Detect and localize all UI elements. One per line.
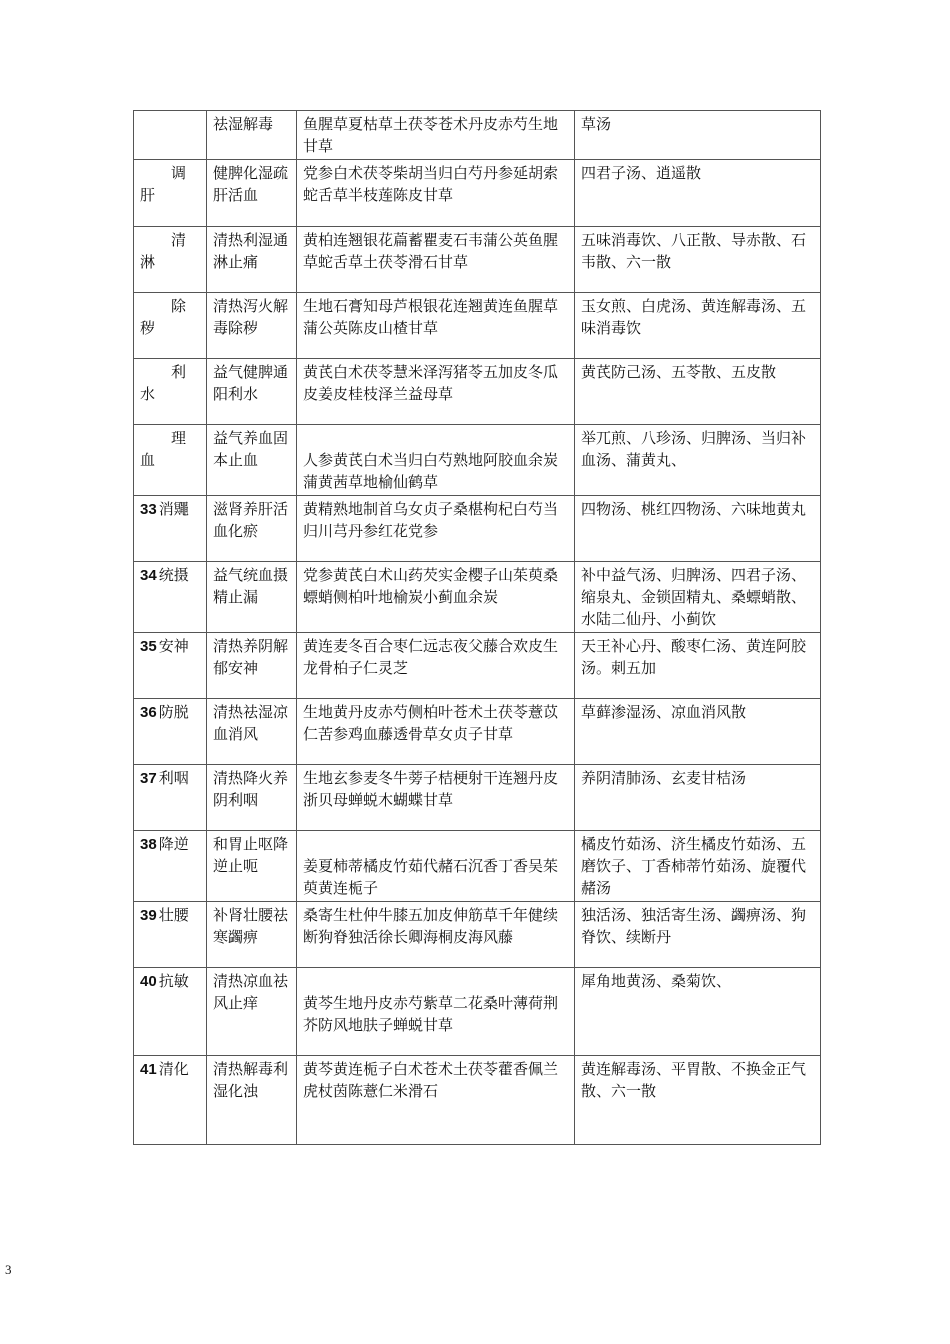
table-row	[134, 1056, 821, 1145]
table-row	[134, 633, 821, 699]
herbs-text: 生地玄参麦冬牛蒡子桔梗射干连翘丹皮浙贝母蝉蜕木蝴蝶甘草	[303, 769, 559, 809]
formulas-text: 黄连解毒汤、平胃散、不换金正气散、六一散	[581, 1060, 807, 1100]
method-text: 补肾壮腰祛寒蠲痹	[213, 906, 289, 946]
method-cell	[207, 496, 297, 562]
method-cell	[207, 160, 297, 227]
category-char-2: 肝	[140, 186, 156, 204]
method-cell	[207, 968, 297, 1056]
herbs-cell	[297, 765, 575, 831]
herbs-cell	[297, 902, 575, 968]
herbs-text: 黄柏连翘银花萹蓄瞿麦石韦蒲公英鱼腥草蛇舌草土茯苓滑石甘草	[303, 231, 559, 271]
method-text: 清热降火养阴利咽	[213, 769, 289, 809]
formulas-text: 草藓渗湿汤、凉血消风散	[581, 703, 747, 721]
method-cell	[207, 1056, 297, 1145]
category-char-2: 秽	[140, 319, 156, 337]
herbs-cell	[297, 968, 575, 1056]
formulas-text: 玉女煎、白虎汤、黄连解毒汤、五味消毒饮	[581, 297, 807, 337]
category-cell	[134, 902, 207, 968]
herbs-cell	[297, 227, 575, 293]
formulas-text: 养阴清肺汤、玄麦甘桔汤	[581, 769, 747, 787]
method-text: 和胃止呕降逆止呃	[213, 835, 289, 875]
formulas-cell	[575, 1056, 821, 1145]
category-text: 壮腰	[158, 906, 189, 924]
herbs-text: 党参白术茯苓柴胡当归白芍丹参延胡索蛇舌草半枝莲陈皮甘草	[303, 164, 559, 204]
category-cell	[134, 111, 207, 160]
formulas-text: 举兀煎、八珍汤、归脾汤、当归补血汤、蒲黄丸、	[581, 429, 807, 469]
category-char-1: 利	[170, 363, 186, 381]
formulas-cell	[575, 831, 821, 902]
method-text: 清热泻火解毒除秽	[213, 297, 289, 337]
method-text: 清热祛湿凉血消风	[213, 703, 289, 743]
herbs-cell	[297, 359, 575, 425]
formulas-cell	[575, 111, 821, 160]
method-text: 益气养血固本止血	[213, 429, 289, 469]
category-char-1: 除	[170, 297, 186, 315]
row-number: 35	[140, 638, 157, 655]
formulas-cell	[575, 562, 821, 633]
formulas-cell	[575, 293, 821, 359]
method-cell	[207, 359, 297, 425]
category-cell	[134, 633, 207, 699]
method-text: 清热解毒利湿化浊	[213, 1060, 289, 1100]
herbs-text: 黄芪白术茯苓慧米泽泻猪苓五加皮冬瓜皮姜皮桂枝泽兰益母草	[303, 363, 559, 403]
category-cell	[134, 1056, 207, 1145]
herbs-cell	[297, 699, 575, 765]
category-char-1: 调	[170, 164, 186, 182]
category-char-1: 理	[170, 429, 186, 447]
herbs-cell	[297, 293, 575, 359]
formulas-cell	[575, 968, 821, 1056]
category-cell	[134, 160, 207, 227]
category-text: 抗敏	[158, 972, 189, 990]
category-text: 清化	[158, 1060, 189, 1078]
method-text: 益气健脾通阳利水	[213, 363, 289, 403]
method-cell	[207, 111, 297, 160]
table-row	[134, 699, 821, 765]
formulas-text: 橘皮竹茹汤、济生橘皮竹茹汤、五磨饮子、丁香柿蒂竹茹汤、旋覆代赭汤	[581, 835, 807, 897]
table-row	[134, 160, 821, 227]
herbs-text: 生地黄丹皮赤芍侧柏叶苍术土茯苓薏苡仁苦参鸡血藤透骨草女贞子甘草	[303, 703, 559, 743]
row-number: 33	[140, 501, 157, 518]
row-number: 37	[140, 770, 157, 787]
herbs-text: 姜夏柿蒂橘皮竹茹代赭石沉香丁香吴茱萸黄连栀子	[303, 857, 559, 897]
category-cell	[134, 831, 207, 902]
method-text: 清热养阴解郁安神	[213, 637, 289, 677]
category-cell	[134, 293, 207, 359]
row-number: 38	[140, 836, 157, 853]
category-cell	[134, 227, 207, 293]
row-number: 41	[140, 1061, 157, 1078]
method-cell	[207, 699, 297, 765]
method-text: 清热利湿通淋止痛	[213, 231, 289, 271]
category-cell	[134, 968, 207, 1056]
formulas-cell	[575, 699, 821, 765]
method-text: 滋肾养肝活血化瘀	[213, 500, 289, 540]
category-cell	[134, 765, 207, 831]
herbs-cell	[297, 831, 575, 902]
herbs-text: 鱼腥草夏枯草土茯苓苍术丹皮赤芍生地甘草	[303, 115, 559, 155]
herbs-cell	[297, 1056, 575, 1145]
herbs-text: 桑寄生杜仲牛膝五加皮伸筋草千年健续断狗脊独活徐长卿海桐皮海风藤	[303, 906, 559, 946]
formulas-text: 四物汤、桃红四物汤、六味地黄丸	[581, 500, 807, 518]
herbal-formula-table	[133, 110, 821, 1145]
table-row	[134, 359, 821, 425]
method-cell	[207, 562, 297, 633]
formulas-cell	[575, 496, 821, 562]
row-number: 40	[140, 973, 157, 990]
category-cell	[134, 699, 207, 765]
herbs-cell	[297, 562, 575, 633]
herbs-cell	[297, 633, 575, 699]
page-number: 3	[5, 1262, 12, 1277]
table-row	[134, 831, 821, 902]
category-text: 消鼆	[158, 500, 189, 518]
formulas-text: 天王补心丹、酸枣仁汤、黄连阿胶汤。刺五加	[581, 637, 807, 677]
table-row	[134, 765, 821, 831]
category-cell	[134, 425, 207, 496]
category-cell	[134, 496, 207, 562]
table-row	[134, 496, 821, 562]
method-cell	[207, 293, 297, 359]
formulas-text: 独活汤、独活寄生汤、蠲痹汤、狗脊饮、续断丹	[581, 906, 807, 946]
table-row	[134, 968, 821, 1056]
method-text: 清热凉血祛风止痒	[213, 972, 289, 1012]
herbs-text: 黄精熟地制首乌女贞子桑椹枸杞白芍当归川芎丹参红花党参	[303, 500, 559, 540]
method-text: 益气统血摄精止漏	[213, 566, 289, 606]
herbs-text: 黄芩生地丹皮赤芍紫草二花桑叶薄荷荆芥防风地肤子蝉蜕甘草	[303, 994, 559, 1034]
herbs-cell	[297, 496, 575, 562]
category-char-2: 血	[140, 451, 156, 469]
method-cell	[207, 227, 297, 293]
category-char-2: 水	[140, 385, 156, 403]
category-text: 降逆	[158, 835, 189, 853]
formulas-text: 犀角地黄汤、桑菊饮、	[581, 972, 732, 990]
method-text: 健脾化湿疏肝活血	[213, 164, 289, 204]
formulas-text: 黄芪防己汤、五苓散、五皮散	[581, 363, 777, 381]
formulas-cell	[575, 902, 821, 968]
herbs-cell	[297, 111, 575, 160]
method-cell	[207, 765, 297, 831]
method-text: 祛湿解毒	[213, 115, 274, 133]
table-row	[134, 111, 821, 160]
category-text: 防脱	[158, 703, 189, 721]
category-text: 统摄	[158, 566, 189, 584]
row-number: 34	[140, 567, 157, 584]
herbs-text: 黄芩黄连栀子白术苍术土茯苓藿香佩兰虎杖茵陈薏仁米滑石	[303, 1060, 559, 1100]
row-number: 39	[140, 907, 157, 924]
table-row	[134, 425, 821, 496]
formulas-text: 四君子汤、逍遥散	[581, 164, 702, 182]
category-cell	[134, 359, 207, 425]
formulas-cell	[575, 227, 821, 293]
formulas-cell	[575, 633, 821, 699]
category-char-2: 淋	[140, 253, 156, 271]
formulas-text: 补中益气汤、归脾汤、四君子汤、缩泉丸、金锁固精丸、桑螵蛸散、水陆二仙丹、小蓟饮	[581, 566, 807, 628]
category-cell	[134, 562, 207, 633]
table-row	[134, 293, 821, 359]
formulas-text: 五味消毒饮、八正散、导赤散、石韦散、六一散	[581, 231, 807, 271]
category-text: 利咽	[158, 769, 189, 787]
formulas-cell	[575, 425, 821, 496]
herbs-text: 生地石膏知母芦根银花连翘黄连鱼腥草蒲公英陈皮山楂甘草	[303, 297, 559, 337]
herbs-text: 人参黄芪白术当归白芍熟地阿胶血余炭蒲黄茜草地榆仙鹤草	[303, 451, 559, 491]
formulas-cell	[575, 160, 821, 227]
method-cell	[207, 425, 297, 496]
method-cell	[207, 902, 297, 968]
herbs-cell	[297, 160, 575, 227]
category-char-1: 清	[170, 231, 186, 249]
table-row	[134, 562, 821, 633]
table-row	[134, 902, 821, 968]
formulas-text: 草汤	[581, 115, 612, 133]
row-number: 36	[140, 704, 157, 721]
herbs-text: 党参黄芪白术山药芡实金樱子山茱萸桑螵蛸侧柏叶地榆炭小蓟血余炭	[303, 566, 559, 606]
method-cell	[207, 831, 297, 902]
herbs-cell	[297, 425, 575, 496]
method-cell	[207, 633, 297, 699]
category-text: 安神	[158, 637, 189, 655]
formulas-cell	[575, 359, 821, 425]
formulas-cell	[575, 765, 821, 831]
herbs-text: 黄连麦冬百合枣仁远志夜父藤合欢皮生龙骨柏子仁灵芝	[303, 637, 559, 677]
table-row	[134, 227, 821, 293]
